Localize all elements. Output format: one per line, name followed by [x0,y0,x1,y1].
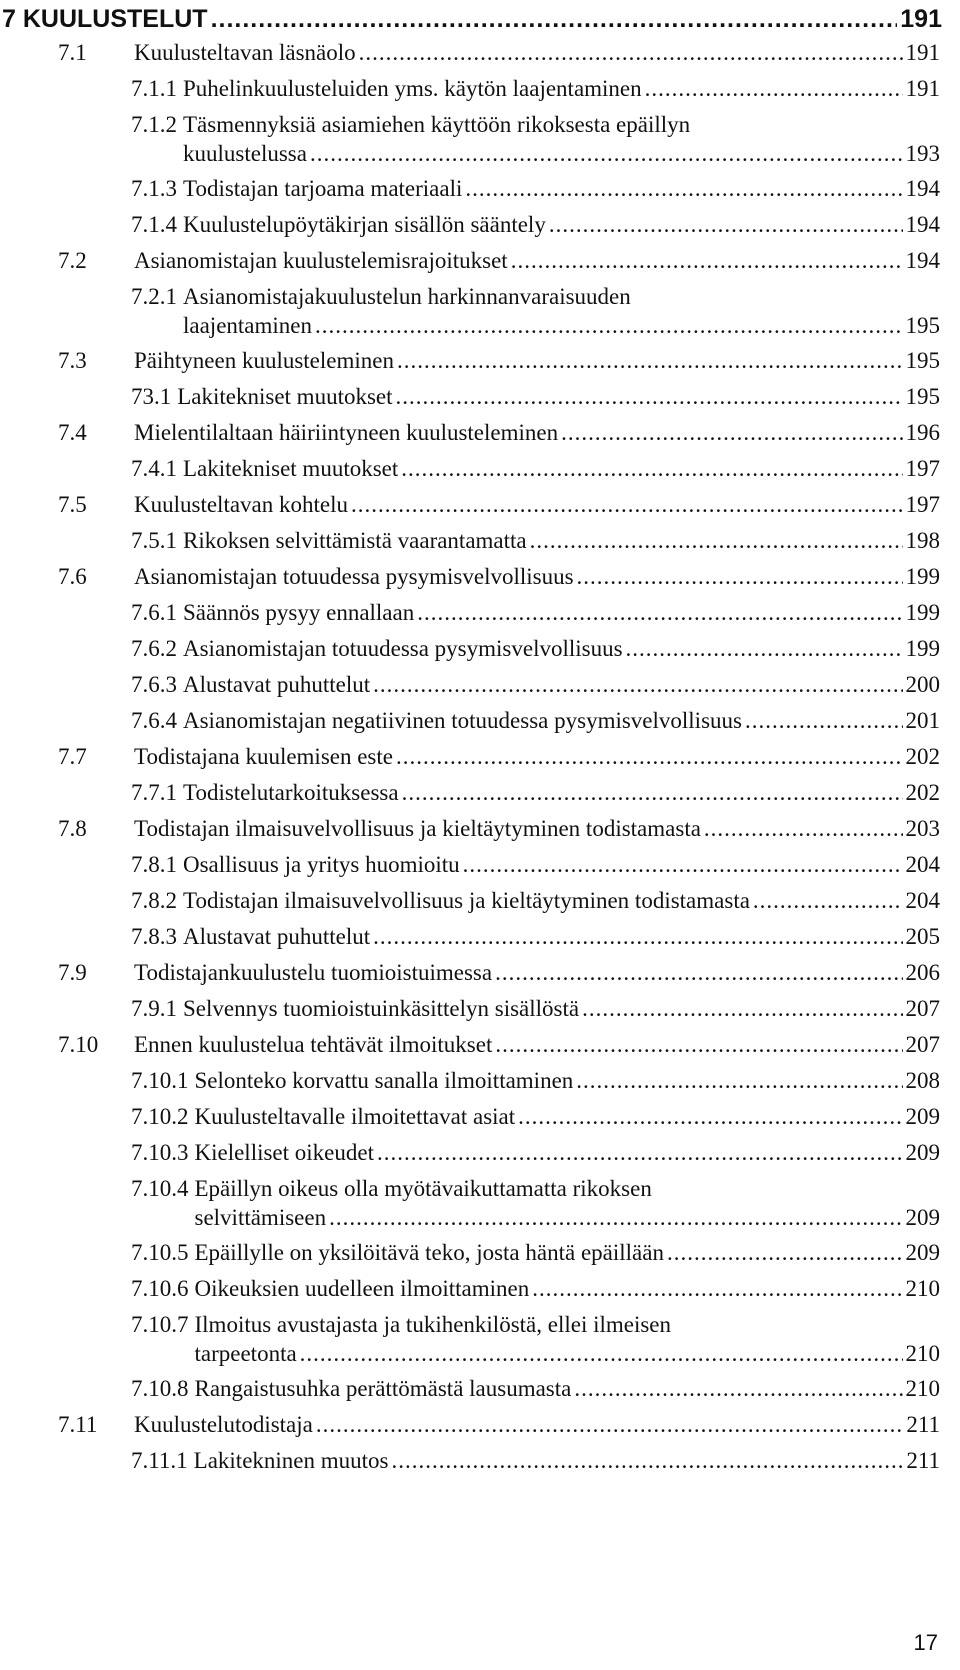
toc-entry[interactable] [58,742,940,771]
entry-page: 209 [905,1140,940,1165]
entry-page: 210 [905,1341,940,1366]
leader-dots [582,994,902,1023]
entry-body [134,418,940,447]
entry-number: 7.10.1 [131,1068,189,1093]
entry-line [183,110,940,139]
toc-entry[interactable] [131,922,940,951]
leader-dots [576,1066,902,1095]
entry-body [183,922,940,951]
entry-title: kuulustelussa [183,141,307,166]
entry-line [183,210,940,239]
toc-entry[interactable] [58,418,940,447]
entry-body [134,742,940,771]
entry-body [183,994,940,1023]
entry-body [183,706,940,735]
entry-title: Puhelinkuulusteluiden yms. käytön laajentaminen [183,76,642,101]
entry-title: Rikoksen selvittämistä vaarantamatta [183,528,527,553]
toc-entry[interactable] [58,246,940,275]
leader-dots [373,670,902,699]
entry-number: 7.1 [58,40,87,65]
entry-number: 7.4.1 [131,456,177,481]
entry-page: 195 [905,348,940,373]
entry-line [183,454,940,483]
entry-line [134,562,940,591]
entry-title: Todistajan ilmaisuvelvollisuus ja kieltäytyminen todistamasta [183,888,750,913]
entry-page: 211 [906,1412,940,1437]
toc-entry[interactable] [131,174,940,203]
toc-entry[interactable] [58,1030,940,1059]
entry-line [177,382,940,411]
entry-line [183,311,940,340]
toc-entry[interactable] [131,1174,940,1232]
entry-line [134,958,940,987]
entry-title: Todistajankuulustelu tuomioistuimessa [134,960,493,985]
toc-entry[interactable] [131,74,940,103]
entry-number: 7.5.1 [131,528,177,553]
entry-line [134,38,940,67]
page-number: 17 [913,1630,938,1655]
entry-title: Mielentilaltaan häiriintyneen kuulusteleminen [134,420,559,445]
toc-entry[interactable] [58,490,940,519]
entry-title: Todistajana kuulemisen este [134,744,393,769]
leader-dots [300,1339,903,1368]
leader-dots [373,922,902,951]
entry-line [195,1066,941,1095]
entry-body [183,778,940,807]
leader-dots [574,1374,902,1403]
entry-body [183,282,940,340]
entry-title: Todistajan ilmaisuvelvollisuus ja kieltäytyminen todistamasta [134,816,701,841]
entry-line [195,1339,941,1368]
leader-dots [401,454,902,483]
toc-chapter-heading [2,0,942,34]
entry-body [134,490,940,519]
leader-dots [359,38,903,67]
entry-page: 209 [905,1240,940,1265]
entry-body [183,670,940,699]
leader-dots [511,246,903,275]
entry-number: 7.4 [58,420,87,445]
toc-entry[interactable] [131,1446,940,1475]
toc-entry[interactable] [58,814,940,843]
entry-page: 210 [905,1276,940,1301]
entry-line [134,490,940,519]
entry-number: 7.6.3 [131,672,177,697]
entry-body [194,1446,940,1475]
entry-body [183,454,940,483]
entry-line [195,1310,941,1339]
entry-number: 7.1.3 [131,176,177,201]
toc-entry[interactable] [131,454,940,483]
entry-body [195,1102,941,1131]
toc-entry[interactable] [131,850,940,879]
entry-number: 73.1 [131,384,172,409]
leader-dots [495,1030,902,1059]
entry-body [134,958,940,987]
entry-number: 7.10.2 [131,1104,189,1129]
entry-page: 195 [905,313,940,338]
entry-number: 7.11 [58,1412,98,1437]
entry-body [195,1374,941,1403]
leader-dots [396,742,903,771]
leader-dots [561,418,902,447]
entry-body [183,526,940,555]
leader-dots [532,1274,902,1303]
entry-line [183,706,940,735]
toc-entry[interactable] [131,282,940,340]
entry-title: Todistelutarkoituksessa [183,780,399,805]
entry-page: 202 [905,780,940,805]
entry-line [134,814,940,843]
toc-entry[interactable] [131,886,940,915]
leader-dots [397,346,903,375]
entry-title: selvittämiseen [194,1205,327,1230]
leader-dots [329,1203,902,1232]
entry-title: Alustavat puhuttelut [183,924,371,949]
leader-dots [417,598,902,627]
entry-body [183,174,940,203]
entry-title: laajentaminen [183,313,312,338]
leader-dots [704,814,903,843]
entry-title: Kuulustelupöytäkirjan sisällön sääntely [183,212,546,237]
entry-page: 194 [905,248,940,273]
leader-dots [377,1138,903,1167]
entry-title: Päihtyneen kuulusteleminen [134,348,394,373]
entry-title: Selvennys tuomioistuinkäsittelyn sisällöstä [183,996,580,1021]
toc-entry[interactable] [58,38,940,67]
leader-dots [351,490,903,519]
entry-number: 7.10.4 [131,1176,189,1201]
entry-page: 210 [905,1376,940,1401]
entry-line [183,922,940,951]
entry-title: Asianomistajakuulustelun harkinnanvaraisuuden [183,284,631,309]
entry-page: 206 [905,960,940,985]
entry-body [134,562,940,591]
entry-number: 7.9 [58,960,87,985]
toc-entry[interactable] [131,1310,940,1368]
entry-body [134,38,940,67]
entry-body [134,346,940,375]
entry-page: 207 [905,1032,940,1057]
entry-page: 196 [905,420,940,445]
entry-page: 191 [905,76,940,101]
entry-number: 7.7 [58,744,87,769]
entry-line [183,778,940,807]
entry-line [183,634,940,663]
entry-title: Lakitekninen muutos [193,1448,389,1473]
entry-number: 7.8.2 [131,888,177,913]
entry-line [134,346,940,375]
entry-title: Rangaistusuhka perättömästä lausumasta [194,1376,572,1401]
toc-entry[interactable] [131,634,940,663]
entry-body [195,1066,941,1095]
entry-line [134,1030,940,1059]
entry-number: 7.3 [58,348,87,373]
entry-title: Ilmoitus avustajasta ja tukihenkilöstä, ellei ilmeisen [194,1312,672,1337]
entry-page: 197 [905,456,940,481]
leader-dots [465,174,902,203]
entry-line [134,742,940,771]
leader-dots [316,1410,903,1439]
leader-dots [211,4,898,34]
leader-dots [530,526,903,555]
entry-body [195,1138,941,1167]
entry-number: 7.2 [58,248,87,273]
entry-line [183,994,940,1023]
entry-body [195,1174,941,1232]
entry-title: Kielelliset oikeudet [194,1140,374,1165]
entry-title: Epäillyn oikeus olla myötävaikuttamatta rikoksen [194,1176,652,1201]
entry-body [177,382,940,411]
entry-number: 7.8.1 [131,852,177,877]
chapter-title: 7 KUULUSTELUT [2,5,208,33]
entry-body [183,886,940,915]
entry-title: Selonteko korvattu sanalla ilmoittaminen [194,1068,574,1093]
entry-page: 207 [905,996,940,1021]
entry-line [195,1274,941,1303]
entry-number: 7.9.1 [131,996,177,1021]
entry-line [183,74,940,103]
entry-title: Todistajan tarjoama materiaali [183,176,463,201]
entry-page: 202 [905,744,940,769]
entry-number: 7.11.1 [131,1448,188,1473]
leader-dots [463,850,903,879]
toc-entry[interactable] [131,778,940,807]
leader-dots [518,1102,902,1131]
entry-title: Kuulusteltavalle ilmoitettavat asiat [194,1104,516,1129]
entry-number: 7.6.1 [131,600,177,625]
entry-number: 7.8.3 [131,924,177,949]
entry-page: 197 [905,492,940,517]
toc-entry[interactable] [131,526,940,555]
leader-dots [310,139,903,168]
chapter-page: 191 [900,5,942,33]
entry-body [195,1238,941,1267]
entry-number: 7.10 [58,1032,99,1057]
entry-page: 198 [905,528,940,553]
entry-title: tarpeetonta [194,1341,297,1366]
leader-dots [626,634,903,663]
toc-entry[interactable] [131,1102,940,1131]
entry-page: 199 [905,600,940,625]
entry-title: Säännös pysyy ennallaan [183,600,415,625]
entry-title: Kuulusteltavan läsnäolo [134,40,356,65]
entry-page: 203 [905,816,940,841]
entry-body [183,634,940,663]
leader-dots [396,382,903,411]
leader-dots [753,886,903,915]
entry-number: 7.1.2 [131,112,177,137]
toc-entry[interactable] [131,1274,940,1303]
entry-page: 194 [905,212,940,237]
entry-line [134,1410,940,1439]
entry-page: 211 [906,1448,940,1473]
entry-number: 7.7.1 [131,780,177,805]
entry-page: 200 [905,672,940,697]
leader-dots [645,74,903,103]
entry-title: Kuulusteltavan kohtelu [134,492,348,517]
entry-number: 7.6.4 [131,708,177,733]
entry-page: 204 [905,852,940,877]
entry-title: Osallisuus ja yritys huomioitu [183,852,460,877]
entry-body [134,814,940,843]
entry-page: 194 [905,176,940,201]
entry-number: 7.10.5 [131,1240,189,1265]
leader-dots [315,311,903,340]
leader-dots [391,1446,903,1475]
entry-page: 209 [905,1104,940,1129]
entry-number: 7.10.3 [131,1140,189,1165]
entry-page: 195 [905,384,940,409]
entry-number: 7.6.2 [131,636,177,661]
entry-title: Asianomistajan kuulustelemisrajoitukset [134,248,508,273]
entry-number: 7.10.6 [131,1276,189,1301]
entry-line [195,1138,941,1167]
entry-line [183,282,940,311]
toc-entry[interactable] [131,1238,940,1267]
entry-number: 7.10.7 [131,1312,189,1337]
entry-body [134,1410,940,1439]
entry-body [134,246,940,275]
entry-line [134,246,940,275]
toc-entry[interactable] [58,562,940,591]
entry-page: 208 [905,1068,940,1093]
entry-body [183,598,940,627]
entry-number: 7.1.1 [131,76,177,101]
entry-title: Epäillylle on yksilöitävä teko, josta häntä epäillään [194,1240,664,1265]
entry-page: 204 [905,888,940,913]
entry-page: 205 [905,924,940,949]
toc-entry[interactable] [58,1410,940,1439]
leader-dots [745,706,903,735]
entry-line [183,526,940,555]
entry-body [183,74,940,103]
toc-entry[interactable] [131,670,940,699]
entry-line [183,174,940,203]
entry-line [183,598,940,627]
entry-line [195,1374,941,1403]
entry-line [183,670,940,699]
entry-line [195,1203,941,1232]
entry-body [183,850,940,879]
entry-line [183,886,940,915]
toc-entry[interactable] [131,1066,940,1095]
entry-line [194,1446,940,1475]
entry-page: 209 [905,1205,940,1230]
toc-entry[interactable] [131,382,940,411]
entry-page: 199 [905,636,940,661]
entry-title: Oikeuksien uudelleen ilmoittaminen [194,1276,530,1301]
leader-dots [667,1238,903,1267]
entry-title: Asianomistajan totuudessa pysymisvelvollisuus [183,636,623,661]
entry-page: 201 [905,708,940,733]
entry-number: 7.6 [58,564,87,589]
toc-entry[interactable] [131,706,940,735]
entry-title: Täsmennyksiä asiamiehen käyttöön rikoksesta epäillyn [183,112,691,137]
toc-entry[interactable] [131,994,940,1023]
leader-dots [549,210,903,239]
entry-line [183,139,940,168]
entry-title: Asianomistajan negatiivinen totuudessa pysymisvelvollisuus [183,708,742,733]
entry-body [195,1274,941,1303]
entry-page: 191 [905,40,940,65]
entry-body [195,1310,941,1368]
toc-entry[interactable] [58,346,940,375]
toc-entry[interactable] [131,1374,940,1403]
entry-number: 7.10.8 [131,1376,189,1401]
leader-dots [577,562,903,591]
entry-page: 193 [905,141,940,166]
leader-dots [402,778,903,807]
entry-number: 7.5 [58,492,87,517]
entry-body [183,110,940,168]
entry-body [183,210,940,239]
toc-entry[interactable] [131,598,940,627]
entry-body [134,1030,940,1059]
entry-line [195,1174,941,1203]
entry-number: 7.8 [58,816,87,841]
entry-title: Ennen kuulustelua tehtävät ilmoitukset [134,1032,493,1057]
entry-line [195,1238,941,1267]
entry-title: Lakitekniset muutokset [177,384,393,409]
entry-title: Asianomistajan totuudessa pysymisvelvollisuus [134,564,574,589]
entry-title: Kuulustelutodistaja [134,1412,313,1437]
entry-line [134,418,940,447]
leader-dots [495,958,902,987]
entry-line [183,850,940,879]
entry-title: Alustavat puhuttelut [183,672,371,697]
entry-line [195,1102,941,1131]
entry-title: Lakitekniset muutokset [183,456,399,481]
entry-number: 7.2.1 [131,284,177,309]
toc-entry[interactable] [58,958,940,987]
entry-number: 7.1.4 [131,212,177,237]
toc-entry[interactable] [131,210,940,239]
entry-page: 199 [905,564,940,589]
toc-entry[interactable] [131,1138,940,1167]
toc-entry[interactable] [131,110,940,168]
